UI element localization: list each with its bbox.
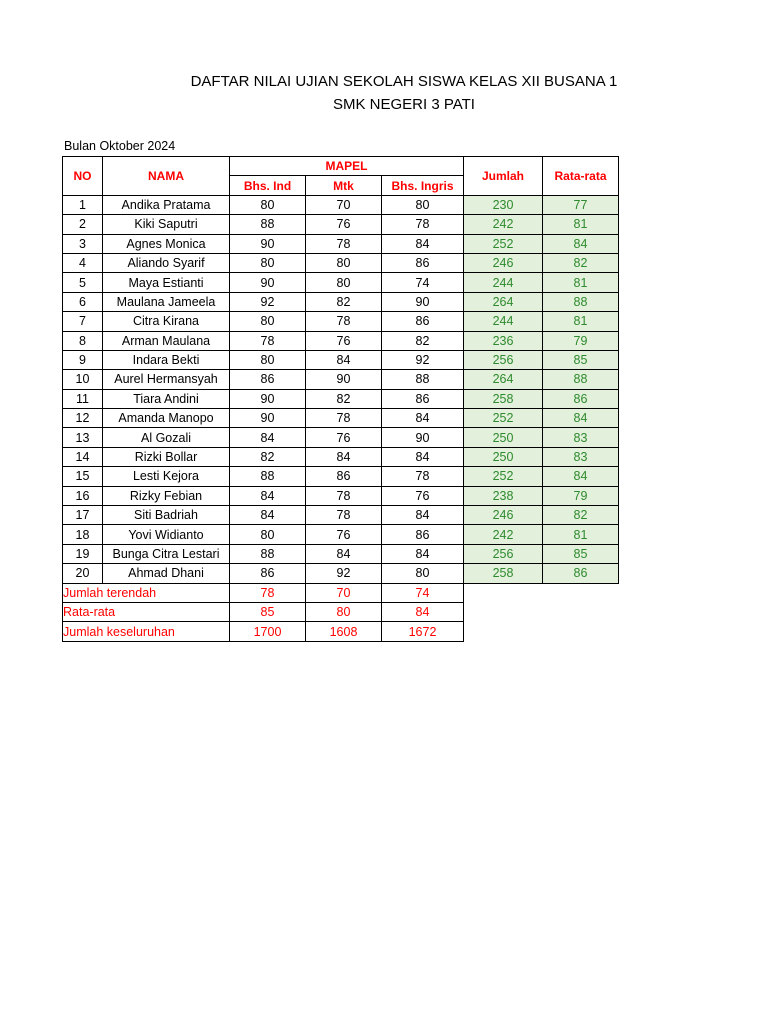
summary-bhs-ingris: 74 (382, 583, 464, 602)
cell-jumlah: 264 (464, 370, 543, 389)
empty-cell (464, 622, 543, 641)
cell-bhs-ingris: 86 (382, 253, 464, 272)
cell-no: 11 (63, 389, 103, 408)
cell-jumlah: 250 (464, 447, 543, 466)
header-nama: NAMA (103, 157, 230, 196)
empty-cell (543, 622, 619, 641)
table-body (63, 195, 619, 641)
document-title: DAFTAR NILAI UJIAN SEKOLAH SISWA KELAS XII BUSANA 1 (190, 73, 618, 90)
cell-bhs-ind: 82 (230, 447, 306, 466)
cell-nama: Kiki Saputri (103, 215, 230, 234)
cell-jumlah: 252 (464, 409, 543, 428)
cell-bhs-ind: 80 (230, 312, 306, 331)
cell-no: 8 (63, 331, 103, 350)
cell-nama: Andika Pratama (103, 195, 230, 214)
cell-jumlah: 250 (464, 428, 543, 447)
summary-label: Jumlah terendah (63, 583, 230, 602)
header-mtk: Mtk (306, 176, 382, 195)
cell-bhs-ingris: 76 (382, 486, 464, 505)
cell-rata-rata: 81 (543, 273, 619, 292)
cell-bhs-ingris: 88 (382, 370, 464, 389)
table-row (63, 350, 619, 369)
table-row (63, 253, 619, 272)
cell-bhs-ingris: 86 (382, 312, 464, 331)
cell-nama: Al Gozali (103, 428, 230, 447)
cell-no: 10 (63, 370, 103, 389)
header-no: NO (63, 157, 103, 196)
cell-no: 7 (63, 312, 103, 331)
cell-bhs-ind: 80 (230, 195, 306, 214)
summary-mtk: 70 (306, 583, 382, 602)
cell-mtk: 70 (306, 195, 382, 214)
cell-rata-rata: 81 (543, 312, 619, 331)
table-row (63, 467, 619, 486)
cell-mtk: 76 (306, 215, 382, 234)
cell-rata-rata: 79 (543, 486, 619, 505)
cell-bhs-ind: 84 (230, 506, 306, 525)
cell-nama: Arman Maulana (103, 331, 230, 350)
cell-mtk: 78 (306, 486, 382, 505)
cell-mtk: 84 (306, 544, 382, 563)
cell-mtk: 84 (306, 350, 382, 369)
cell-bhs-ind: 90 (230, 234, 306, 253)
cell-jumlah: 244 (464, 273, 543, 292)
summary-row (63, 602, 619, 621)
cell-jumlah: 230 (464, 195, 543, 214)
table-row (63, 292, 619, 311)
cell-nama: Tiara Andini (103, 389, 230, 408)
cell-nama: Lesti Kejora (103, 467, 230, 486)
cell-no: 1 (63, 195, 103, 214)
summary-label: Rata-rata (63, 602, 230, 621)
cell-jumlah: 246 (464, 506, 543, 525)
cell-nama: Maulana Jameela (103, 292, 230, 311)
cell-mtk: 76 (306, 525, 382, 544)
cell-mtk: 82 (306, 292, 382, 311)
cell-no: 5 (63, 273, 103, 292)
table-row (63, 486, 619, 505)
cell-nama: Agnes Monica (103, 234, 230, 253)
cell-bhs-ind: 80 (230, 253, 306, 272)
table-row (63, 409, 619, 428)
cell-nama: Rizki Bollar (103, 447, 230, 466)
cell-bhs-ind: 88 (230, 544, 306, 563)
header-bhs-ingris: Bhs. Ingris (382, 176, 464, 195)
cell-bhs-ind: 90 (230, 409, 306, 428)
cell-jumlah: 258 (464, 564, 543, 583)
month-label: Bulan Oktober 2024 (64, 139, 176, 153)
summary-bhs-ingris: 84 (382, 602, 464, 621)
cell-bhs-ind: 84 (230, 486, 306, 505)
grades-table (62, 156, 619, 642)
cell-bhs-ingris: 84 (382, 234, 464, 253)
header-bhs-ind: Bhs. Ind (230, 176, 306, 195)
cell-rata-rata: 83 (543, 428, 619, 447)
cell-mtk: 80 (306, 273, 382, 292)
cell-rata-rata: 85 (543, 350, 619, 369)
table-row (63, 506, 619, 525)
cell-bhs-ingris: 90 (382, 428, 464, 447)
cell-mtk: 82 (306, 389, 382, 408)
cell-jumlah: 264 (464, 292, 543, 311)
cell-bhs-ingris: 84 (382, 409, 464, 428)
cell-rata-rata: 86 (543, 389, 619, 408)
cell-nama: Aliando Syarif (103, 253, 230, 272)
cell-rata-rata: 81 (543, 525, 619, 544)
cell-jumlah: 238 (464, 486, 543, 505)
cell-rata-rata: 81 (543, 215, 619, 234)
cell-mtk: 78 (306, 312, 382, 331)
cell-bhs-ingris: 82 (382, 331, 464, 350)
cell-nama: Bunga Citra Lestari (103, 544, 230, 563)
table-row (63, 331, 619, 350)
cell-bhs-ind: 84 (230, 428, 306, 447)
table-row (63, 215, 619, 234)
cell-mtk: 78 (306, 506, 382, 525)
cell-jumlah: 252 (464, 234, 543, 253)
school-name: SMK NEGERI 3 PATI (333, 96, 475, 113)
cell-mtk: 84 (306, 447, 382, 466)
table-row (63, 428, 619, 447)
table-row (63, 234, 619, 253)
cell-bhs-ind: 90 (230, 273, 306, 292)
table-row (63, 389, 619, 408)
cell-mtk: 80 (306, 253, 382, 272)
cell-rata-rata: 88 (543, 292, 619, 311)
cell-rata-rata: 77 (543, 195, 619, 214)
cell-bhs-ingris: 84 (382, 447, 464, 466)
summary-mtk: 80 (306, 602, 382, 621)
cell-rata-rata: 83 (543, 447, 619, 466)
table-row (63, 273, 619, 292)
cell-nama: Yovi Widianto (103, 525, 230, 544)
cell-rata-rata: 82 (543, 253, 619, 272)
cell-bhs-ind: 78 (230, 331, 306, 350)
cell-bhs-ind: 86 (230, 370, 306, 389)
cell-bhs-ind: 86 (230, 564, 306, 583)
cell-rata-rata: 84 (543, 234, 619, 253)
summary-row (63, 583, 619, 602)
header-mapel: MAPEL (230, 157, 464, 176)
table-row (63, 195, 619, 214)
cell-mtk: 92 (306, 564, 382, 583)
cell-nama: Maya Estianti (103, 273, 230, 292)
cell-bhs-ind: 80 (230, 350, 306, 369)
cell-mtk: 78 (306, 234, 382, 253)
cell-no: 4 (63, 253, 103, 272)
header-rata-rata: Rata-rata (543, 157, 619, 196)
cell-bhs-ingris: 86 (382, 389, 464, 408)
cell-bhs-ingris: 78 (382, 215, 464, 234)
cell-bhs-ingris: 86 (382, 525, 464, 544)
cell-no: 9 (63, 350, 103, 369)
cell-jumlah: 252 (464, 467, 543, 486)
cell-mtk: 76 (306, 331, 382, 350)
summary-row (63, 622, 619, 641)
cell-nama: Ahmad Dhani (103, 564, 230, 583)
summary-bhs-ind: 78 (230, 583, 306, 602)
summary-bhs-ingris: 1672 (382, 622, 464, 641)
cell-jumlah: 256 (464, 350, 543, 369)
cell-rata-rata: 82 (543, 506, 619, 525)
table-row (63, 564, 619, 583)
summary-bhs-ind: 85 (230, 602, 306, 621)
empty-cell (543, 583, 619, 602)
table-row (63, 370, 619, 389)
cell-no: 18 (63, 525, 103, 544)
cell-no: 3 (63, 234, 103, 253)
cell-bhs-ind: 92 (230, 292, 306, 311)
table-row (63, 447, 619, 466)
cell-rata-rata: 86 (543, 564, 619, 583)
cell-no: 19 (63, 544, 103, 563)
cell-bhs-ingris: 80 (382, 195, 464, 214)
cell-rata-rata: 79 (543, 331, 619, 350)
cell-rata-rata: 84 (543, 409, 619, 428)
cell-bhs-ingris: 80 (382, 564, 464, 583)
cell-bhs-ingris: 84 (382, 544, 464, 563)
table-row (63, 312, 619, 331)
cell-no: 15 (63, 467, 103, 486)
cell-bhs-ind: 80 (230, 525, 306, 544)
summary-label: Jumlah keseluruhan (63, 622, 230, 641)
cell-no: 14 (63, 447, 103, 466)
cell-jumlah: 256 (464, 544, 543, 563)
header-jumlah: Jumlah (464, 157, 543, 196)
cell-no: 20 (63, 564, 103, 583)
cell-jumlah: 258 (464, 389, 543, 408)
summary-bhs-ind: 1700 (230, 622, 306, 641)
summary-mtk: 1608 (306, 622, 382, 641)
cell-jumlah: 244 (464, 312, 543, 331)
cell-jumlah: 246 (464, 253, 543, 272)
cell-rata-rata: 84 (543, 467, 619, 486)
cell-mtk: 76 (306, 428, 382, 447)
cell-nama: Amanda Manopo (103, 409, 230, 428)
cell-no: 16 (63, 486, 103, 505)
cell-no: 6 (63, 292, 103, 311)
cell-bhs-ind: 88 (230, 467, 306, 486)
empty-cell (464, 602, 543, 621)
cell-bhs-ingris: 92 (382, 350, 464, 369)
cell-bhs-ingris: 90 (382, 292, 464, 311)
cell-no: 2 (63, 215, 103, 234)
cell-no: 17 (63, 506, 103, 525)
cell-bhs-ind: 90 (230, 389, 306, 408)
cell-no: 12 (63, 409, 103, 428)
cell-mtk: 86 (306, 467, 382, 486)
cell-nama: Citra Kirana (103, 312, 230, 331)
empty-cell (464, 583, 543, 602)
cell-jumlah: 242 (464, 525, 543, 544)
cell-rata-rata: 88 (543, 370, 619, 389)
cell-jumlah: 242 (464, 215, 543, 234)
empty-cell (543, 602, 619, 621)
table-row (63, 525, 619, 544)
cell-jumlah: 236 (464, 331, 543, 350)
cell-mtk: 90 (306, 370, 382, 389)
cell-rata-rata: 85 (543, 544, 619, 563)
cell-nama: Rizky Febian (103, 486, 230, 505)
cell-nama: Siti Badriah (103, 506, 230, 525)
table-row (63, 544, 619, 563)
cell-no: 13 (63, 428, 103, 447)
cell-mtk: 78 (306, 409, 382, 428)
cell-nama: Aurel Hermansyah (103, 370, 230, 389)
cell-bhs-ind: 88 (230, 215, 306, 234)
cell-nama: Indara Bekti (103, 350, 230, 369)
cell-bhs-ingris: 78 (382, 467, 464, 486)
cell-bhs-ingris: 74 (382, 273, 464, 292)
cell-bhs-ingris: 84 (382, 506, 464, 525)
